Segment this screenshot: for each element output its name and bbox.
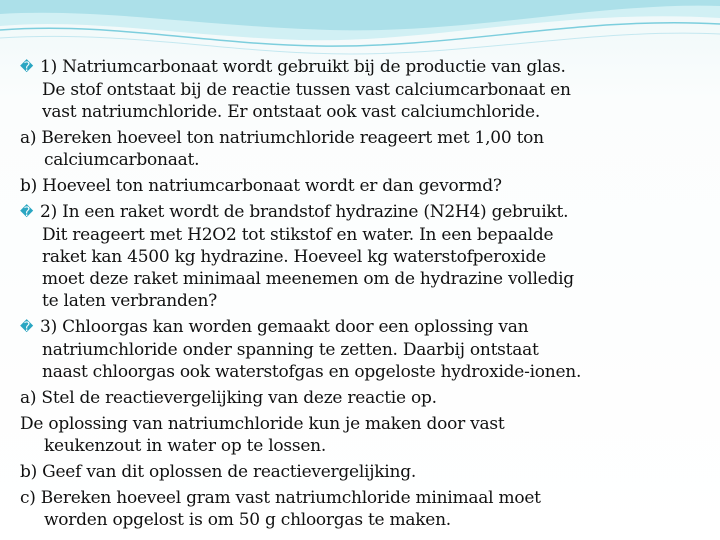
replacement-glyph-icon: � [20,320,34,335]
paragraph-question-1b [20,175,710,197]
paragraph-text: 2) In een raket wordt de brandstof hydrazine (N2H4) gebruikt. Dit reageert met H2O2 tot stikstof en water. In een bepaalde raket kan 4500 kg hydrazine. Hoeveel kg waterstofperoxide moet deze raket minimaal meenemen om de hydrazine volledig te laten verbranden? [40,202,574,311]
paragraph-text: De oplossing van natriumchloride kun je maken door vast keukenzout in water op te lossen. [20,414,505,456]
paragraph-text: b) Geef van dit oplossen de reactievergelijking. [20,462,416,482]
replacement-glyph-icon: � [20,60,34,75]
paragraph-question-1a [20,127,710,171]
paragraph-question-3a [20,387,710,409]
paragraph-text: c) Bereken hoeveel gram vast natriumchloride minimaal moet worden opgelost is om 50 g chloorgas te maken. [20,488,541,530]
paragraph-text: 1) Natriumcarbonaat wordt gebruikt bij de productie van glas. De stof ontstaat bij de reactie tussen vast calciumcarbonaat en vast natriumchloride. Er ontstaat ook vast calciumchloride. [40,57,571,122]
paragraph-text: a) Bereken hoeveel ton natriumchloride reageert met 1,00 ton calciumcarbonaat. [20,128,544,170]
slide-content [20,56,710,535]
paragraph-question-2 [20,201,710,312]
replacement-glyph-icon: � [20,205,34,220]
paragraph-question-3 [20,316,710,383]
paragraph-info [20,413,710,457]
paragraph-question-3c [20,487,710,531]
paragraph-question-1 [20,56,710,123]
paragraph-text: b) Hoeveel ton natriumcarbonaat wordt er dan gevormd? [20,176,502,196]
paragraph-text: 3) Chloorgas kan worden gemaakt door een oplossing van natriumchloride onder spanning te zetten. Daarbij ontstaat naast chloorgas ook waterstofgas en opgeloste hydroxide-ionen. [40,317,582,382]
paragraph-question-3b [20,461,710,483]
paragraph-text: a) Stel de reactievergelijking van deze reactie op. [20,388,437,408]
